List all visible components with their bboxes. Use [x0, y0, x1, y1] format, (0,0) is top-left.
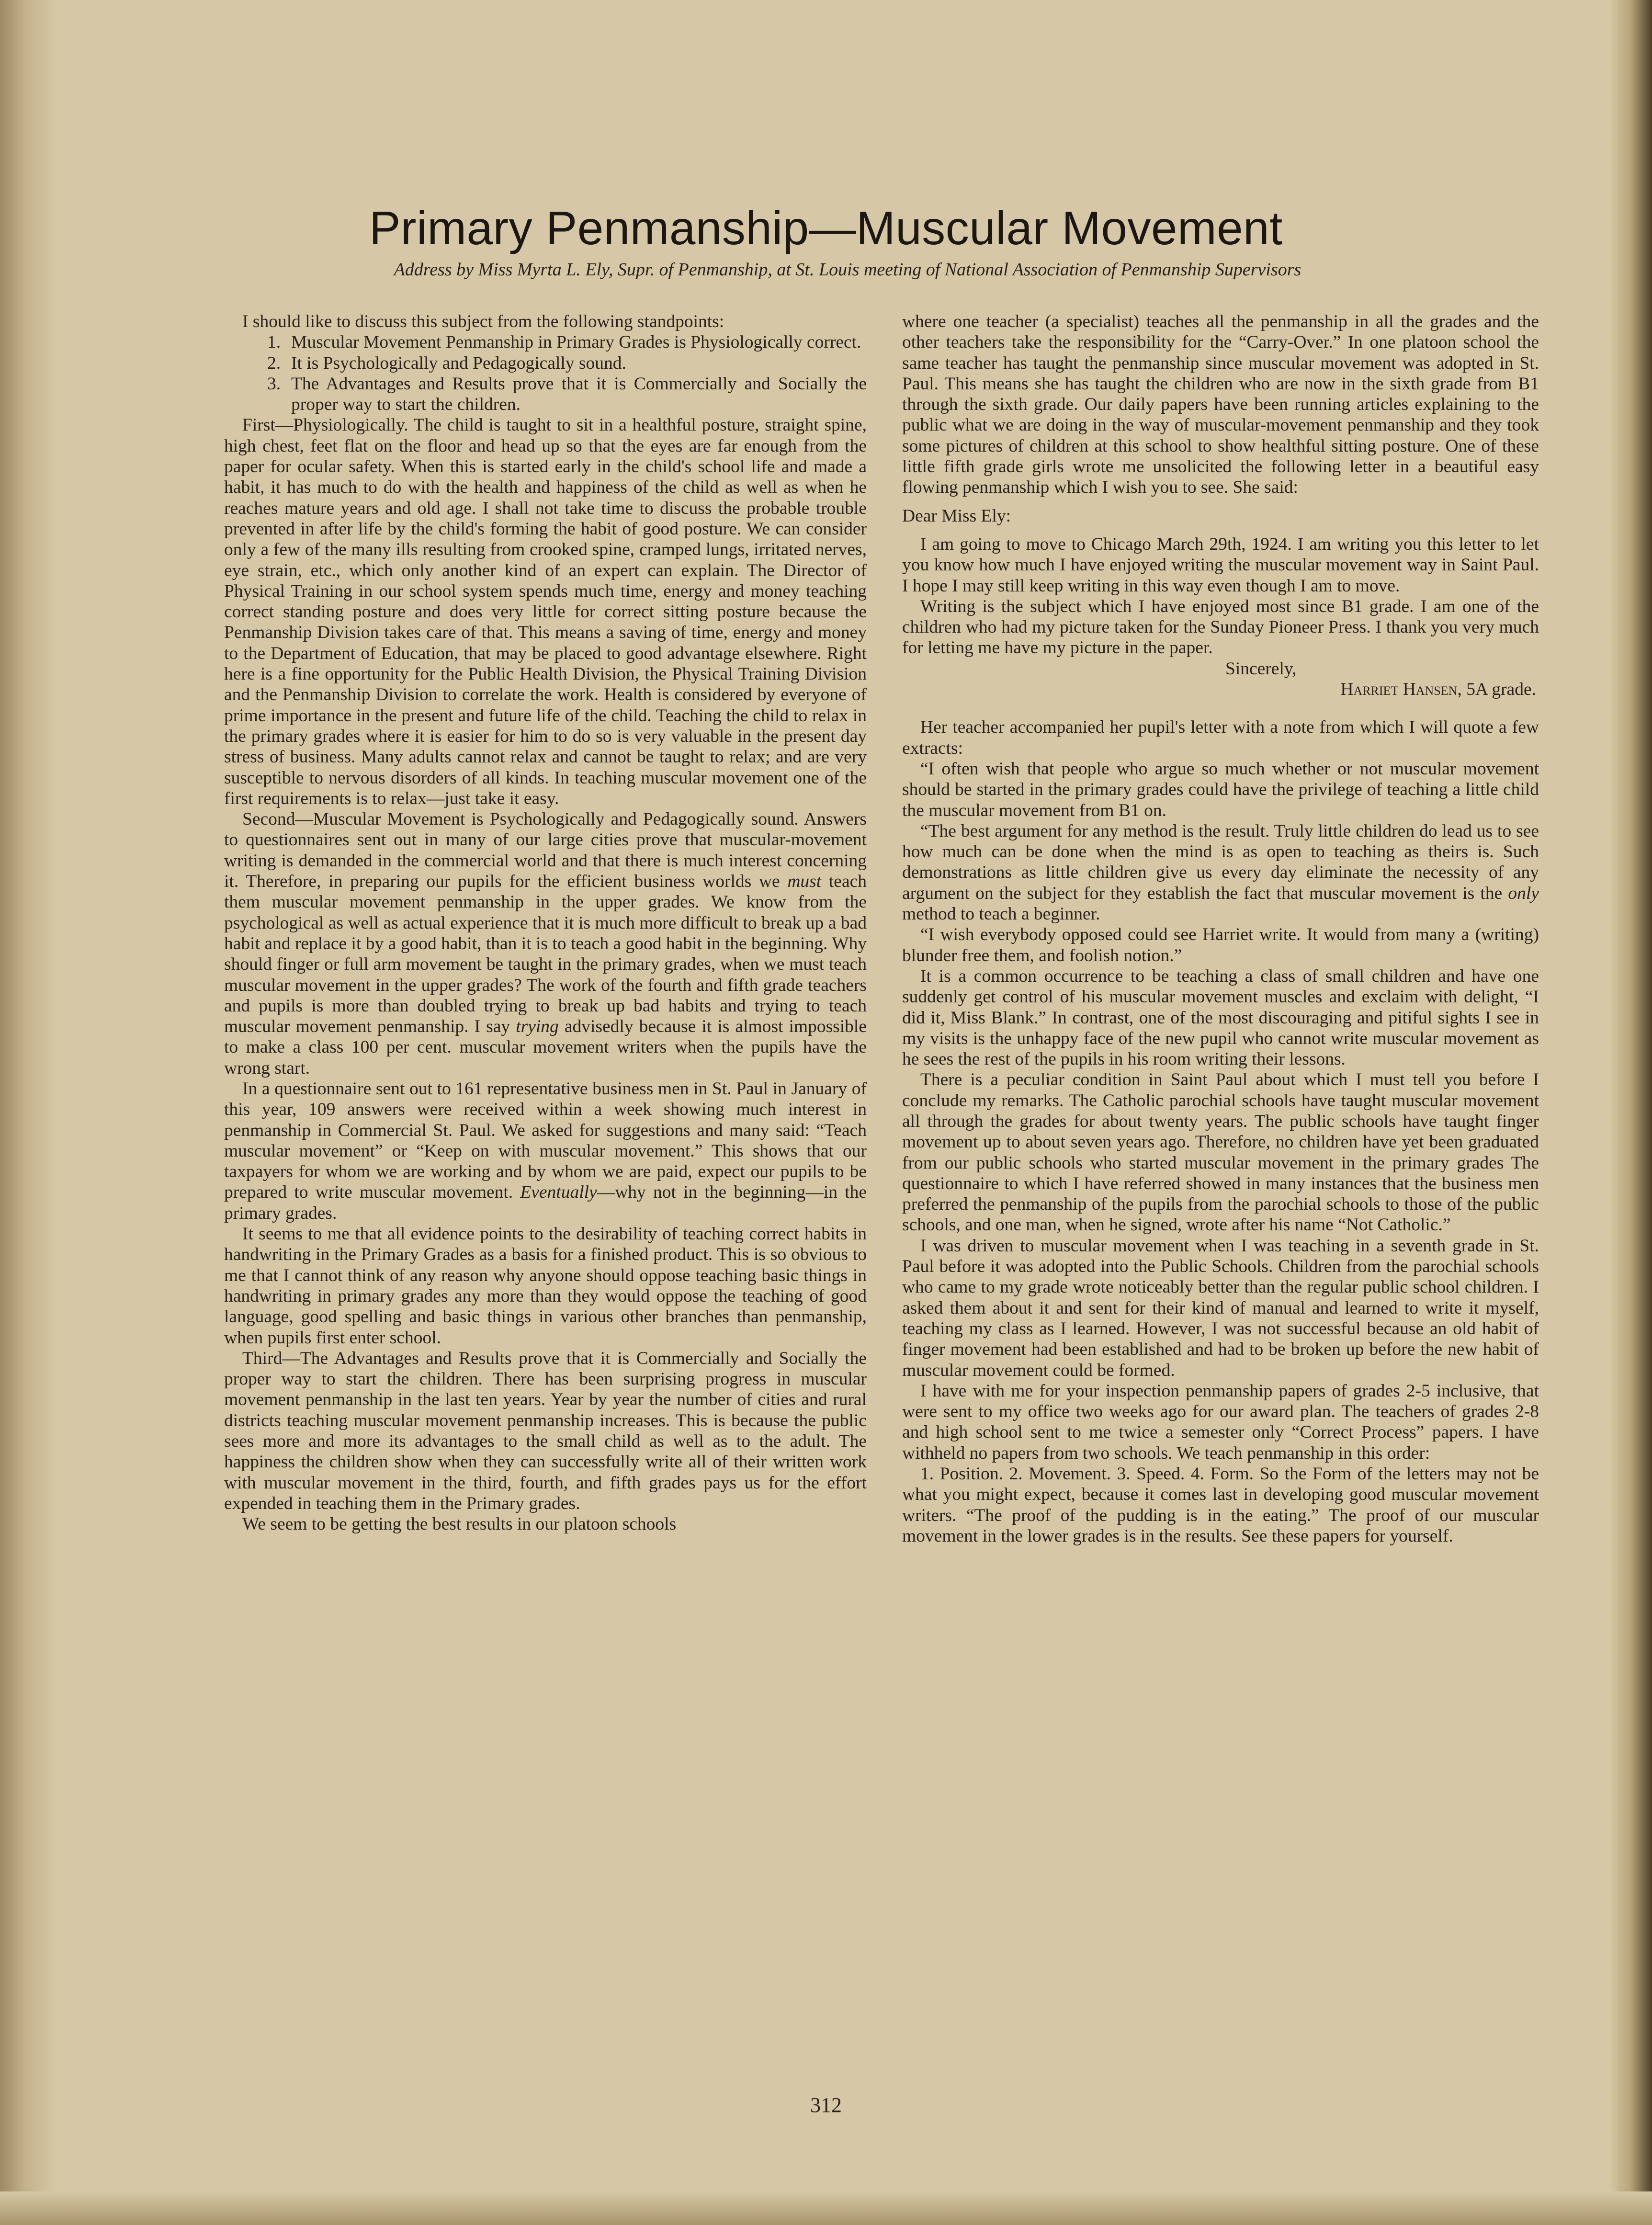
paragraph-third-advantages: Third—The Advantages and Results prove that it is Commercially and Socially the proper way to start the children. There has been surprising progress in muscular movement penmanship in the last ten years. Year by year the number of cities and rural districts teaching muscular movement penmanship increases. This is because the public sees more and more its advantages to the small child as well as to the adult. The happiness the children show when they can successfully write all of their written work with muscular movement in the third, fourth, and fifth grades pays us for the effort expended in teaching them in the Primary grades. — [224, 1348, 867, 1513]
page-number: 312 — [810, 2093, 842, 2117]
list-item-number: 1. — [267, 332, 281, 352]
paragraph-text: Second—Muscular Movement is Psychologically and Pedagogically sound. Answers to questionnaires sent out in many of our large cities prove that muscular-movement writing is demanded in the commercial world and that there is much interest concerning it. Therefore, in preparing our pupils for the efficient business worlds we — [224, 809, 867, 892]
paragraph-text: “The best argument for any method is the result. Truly little children do lead us to see how much can be done when the mind is as open to teaching as theirs is. Such demonstrations as little children give us every day eliminate the necessity of any argument on the subject for they establish the fact that muscular movement is the — [902, 821, 1539, 903]
quote-paragraph: “I often wish that people who argue so much whether or not muscular movement should be started in the primary grades could have the privilege of teaching a little child the muscular movement from B1 on. — [902, 759, 1539, 820]
intro-paragraph — [224, 311, 867, 332]
list-item-text: The Advantages and Results prove that it is Commercially and Socially the proper way to start the children. — [291, 374, 867, 415]
paragraph-teacher-note: Her teacher accompanied her pupil's letter with a note from which I will quote a few extracts: — [902, 717, 1539, 758]
letter-signature — [902, 679, 1539, 700]
article-subtitle: Address by Miss Myrta L. Ely, Supr. of Penmanship, at St. Louis meeting of National Association of Penmanship Supervisors — [394, 260, 1301, 280]
letter-closing: Sincerely, — [1225, 658, 1297, 679]
paragraph-platoon-schools: We seem to be getting the best results in our platoon schools — [242, 1514, 677, 1534]
list-item — [267, 374, 867, 415]
list-item — [267, 353, 867, 374]
paragraph-first-physiologically: First—Physiologically. The child is taught to sit in a healthful posture, straight spine, high chest, feet flat on the floor and head up so that the eyes are far enough from the paper for ocular safety. When this is started early in the child's school life and made a habit, it has much to do with the health and happiness of the child as well as when he reaches mature years and old age. I shall not take time to discuss the probable trouble prevented in after life by the child's forming the habit of good posture. We can consider only a few of the many ills resulting from crooked spine, cramped lungs, irritated nerves, eye strain, etc., which only another kind of an expert can explain. The Director of Physical Training in our school system spends much time, energy and money teaching correct standing posture and does very little for correct sitting posture because the Penmanship Division takes care of that. This means a saving of time, energy and money to the Department of Education, that may be placed to good advantage elsewhere. Right here is a fine opportunity for the Public Health Division, the Physical Training Division and the Penmanship Division to correlate the work. Health is considered by everyone of prime importance in the present and future life of the child. Teaching the child to relax in the primary grades where it is easier for him to do so is very valuable in the present day stress of business. Many adults cannot relax and cannot be taught to relax; and are very susceptible to nervous disorders of all kinds. In teaching muscular movement one of the first requirements is to relax—just take it easy. — [224, 415, 867, 808]
paragraph-common-occurrence: It is a common occurrence to be teaching a class of small children and have one suddenly get control of his muscular movement muscles and exclaim with delight, “I did it, Miss Blank.” In contrast, one of the most discouraging and pitiful sights I see in my visits is the unhappy face of the new pupil who cannot write muscular movement as he sees the rest of the pupils in his room writing their lessons. — [902, 966, 1539, 1069]
paragraph-inspection: I have with me for your inspection penmanship papers of grades 2-5 inclusive, that were sent to my office two weeks ago for our award plan. The teachers of grades 2-8 and high school sent to me twice a semester only “Correct Process” papers. I have withheld no papers from two schools. We teach penmanship in this order: — [902, 1381, 1539, 1463]
quote-paragraph: “I wish everybody opposed could see Harriet write. It would from many a (writing) blunder free them, and foolish notion.” — [902, 925, 1539, 965]
page-right-edge — [1609, 0, 1652, 2225]
emphasis-text: Eventually — [520, 1182, 597, 1203]
paragraph-text: teach them muscular movement penmanship in the upper grades. We know from the psychological as well as actual experience that it is much more difficult to break up a bad habit and replace it by a good habit, than it is to teach a good habit in the beginning. Why should finger or full arm movement be taught in the primary grades, when we must teach muscular movement in the upper grades? The work of the fourth and fifth grade teachers and pupils is more than doubled trying to break up bad habits and trying to teach muscular movement penmanship. I say — [224, 872, 867, 1037]
paragraph-second-psychologically — [224, 809, 867, 1078]
list-item-number: 2. — [267, 353, 281, 373]
list-item — [267, 332, 867, 352]
letter-paragraph: Writing is the subject which I have enjoyed most since B1 grade. I am one of the children who had my picture taken for the Sunday Pioneer Press. I thank you very much for letting me have my picture in the paper. — [902, 596, 1539, 658]
paragraph-text: advisedly because it is almost impossible to make a class 100 per cent. muscular movement writers when the pupils have the wrong start. — [224, 1017, 867, 1078]
letter-paragraph: I am going to move to Chicago March 29th, 1924. I am writing you this letter to let you know how much I have enjoyed writing the muscular movement way in Saint Paul. I hope I may still keep writing in this way even though I am to move. — [902, 534, 1539, 596]
left-column — [224, 311, 867, 1535]
list-item-text: Muscular Movement Penmanship in Primary Grades is Physiologically correct. — [291, 332, 861, 352]
intro-text: I should like to discuss this subject from the following standpoints: — [242, 312, 724, 331]
paragraph-driven: I was driven to muscular movement when I was teaching in a seventh grade in St. Paul before it was adopted into the Public Schools. Children from the parochial schools who came to my grade wrote noticeably better than the regular public school children. I asked them about it and sent for their kind of manual and learned to write it myself, teaching my class as I learned. However, I was not successful because an old habit of finger movement had been established and had to be broken up before the new habit of muscular movement could be formed. — [902, 1236, 1539, 1380]
letter-salutation: Dear Miss Ely: — [902, 506, 1011, 526]
standpoints-list — [224, 332, 867, 415]
page-binding-edge — [0, 0, 57, 2225]
emphasis-text: must — [787, 872, 822, 892]
paragraph-text: method to teach a beginner. — [902, 904, 1100, 924]
list-item-text: It is Psychologically and Pedagogically sound. — [291, 353, 626, 373]
signature-name: Harriet Hansen — [1340, 680, 1458, 700]
paragraph-text: —why not in the beginning—in the primary grades. — [224, 1182, 867, 1223]
emphasis-text: trying — [516, 1017, 559, 1037]
emphasis-text: only — [1508, 883, 1539, 903]
quote-paragraph — [902, 821, 1539, 924]
paragraph-text: In a questionnaire sent out to 161 representative business men in St. Paul in January of this year, 109 answers were received within a week showing much interest in penmanship in Commercial St. Paul. We asked for suggestions and many said: “Teach muscular movement” or “Keep on with muscular movement.” This shows that our taxpayers for whom we are working and by whom we are paid, expect our pupils to be prepared to write muscular movement. — [224, 1078, 867, 1203]
paragraph-evidence: It seems to me that all evidence points to the desirability of teaching correct habits in handwriting in the Primary Grades as a basis for a finished product. This is so obvious to me that I cannot think of any reason why anyone should oppose teaching basic things in handwriting in primary grades any more than they would oppose the teaching of good language, good spelling and basic things in various other branches than penmanship, when pupils first enter school. — [224, 1224, 867, 1348]
paragraph-questionnaire — [224, 1078, 867, 1224]
paragraph-peculiar-condition: There is a peculiar condition in Saint Paul about which I must tell you before I conclude my remarks. The Catholic parochial schools have taught muscular movement all through the grades for about twenty years. The public schools have taught finger movement up to about seven years ago. Therefore, no children have yet been graduated from our public schools who started muscular movement in the primary grades The questionnaire to which I have referred showed in many instances that the business men preferred the penmanship of the pupils from the parochial schools to those of the public schools, and one man, when he signed, wrote after his name “Not Catholic.” — [902, 1070, 1539, 1235]
signature-grade: , 5A grade. — [1457, 680, 1536, 700]
paragraph-continued: where one teacher (a specialist) teaches all the penmanship in all the grades and the other teachers take the responsibility for the “Carry-Over.” In one platoon school the same teacher has taught the penmanship since muscular movement was adopted in St. Paul. This means she has taught the children who are now in the sixth grade from B1 through the sixth grade. Our daily papers have been running articles explaining to the public what we are doing in the way of muscular-movement penmanship and they took some pictures of children at this school to show healthful sitting posture. One of these little fifth grade girls wrote me unsolicited the following letter in a beautiful easy flowing penmanship which I wish you to see. She said: — [902, 312, 1539, 498]
page-bottom-edge — [0, 2191, 1652, 2225]
list-item-number: 3. — [267, 374, 281, 394]
right-column — [902, 311, 1539, 1546]
article-title: Primary Penmanship—Muscular Movement — [369, 202, 1283, 254]
paragraph-teaching-order: 1. Position. 2. Movement. 3. Speed. 4. Form. So the Form of the letters may not be what you might expect, because it comes last in developing good muscular movement writers. “The proof of the pudding is in the eating.” The proof of our muscular movement in the lower grades is in the results. See these papers for yourself. — [902, 1464, 1539, 1546]
